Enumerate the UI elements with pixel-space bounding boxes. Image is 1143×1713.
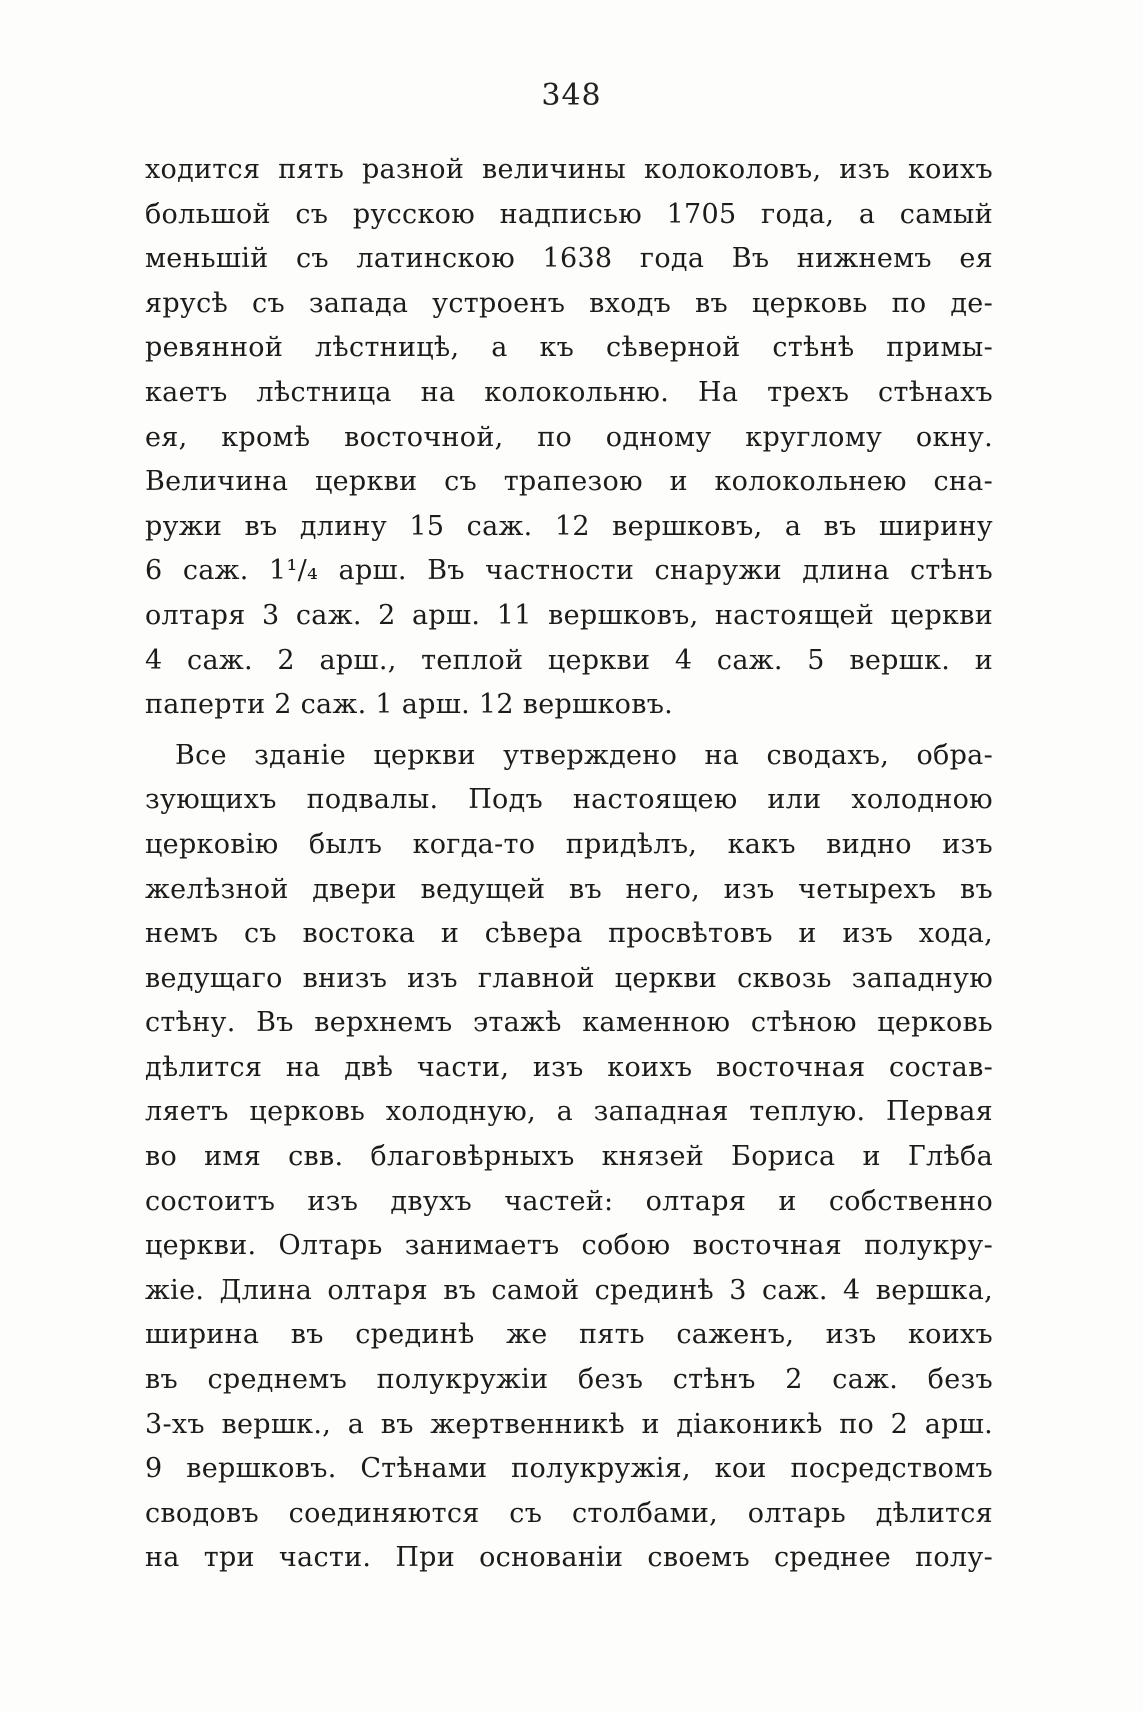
text-line: ходится пять разной величины колоколовъ, изъ коихъ xyxy=(145,154,993,185)
text-line: во имя свв. благовѣрныхъ князей Бориса и Глѣба xyxy=(145,1141,993,1173)
text-line: каетъ лѣстница на колокольню. На трехъ стѣнахъ xyxy=(145,376,993,408)
text-line: паперти 2 саж. 1 арш. 12 вершковъ. xyxy=(145,689,674,721)
text-line: сводовъ соединяются съ столбами, олтарь дѣлится xyxy=(145,1497,993,1529)
text-line: церковію былъ когда-то придѣлъ, какъ видно изъ xyxy=(145,828,993,860)
text-line: немъ съ востока и сѣвера просвѣтовъ и изъ хода, xyxy=(145,918,993,950)
text-line: состоитъ изъ двухъ частей: олтаря и собственно xyxy=(145,1185,993,1217)
body-text xyxy=(145,148,993,1581)
text-line: 4 саж. 2 арш., теплой церкви 4 саж. 5 вершк. и xyxy=(145,644,993,676)
text-line: большой съ русскою надписью 1705 года, а самый xyxy=(145,198,993,230)
text-line: ляетъ церковь холодную, а западная теплую. Первая xyxy=(145,1096,993,1128)
text-line: 6 саж. 1¹/₄ арш. Въ частности снаружи длина стѣнъ xyxy=(145,555,993,587)
text-line: дѣлится на двѣ части, изъ коихъ восточная состав- xyxy=(145,1051,993,1083)
text-line: 9 вершковъ. Стѣнами полукружія, кои посредствомъ xyxy=(145,1453,993,1485)
page-number: 348 xyxy=(541,78,602,113)
text-line: стѣну. Въ верхнемъ этажѣ каменною стѣною церковь xyxy=(145,1007,993,1039)
text-line: ружи въ длину 15 саж. 12 вершковъ, а въ ширину xyxy=(145,510,993,542)
text-line: олтаря 3 саж. 2 арш. 11 вершковъ, настоящей церкви xyxy=(145,599,993,631)
text-line: ярусѣ съ запада устроенъ входъ въ церковь по де- xyxy=(145,287,993,319)
text-line: на три части. При основаніи своемъ среднее полу- xyxy=(145,1542,993,1574)
text-line: меньшій съ латинскою 1638 года Въ нижнемъ ея xyxy=(145,243,993,275)
text-line: Все зданіе церкви утверждено на сводахъ, обра- xyxy=(175,739,993,771)
text-line: Величина церкви съ трапезою и колокольнею сна- xyxy=(145,466,993,498)
text-line: ея, кромѣ восточной, по одному круглому окну. xyxy=(145,421,993,453)
text-line: церкви. Олтарь занимаетъ собою восточная полукру- xyxy=(145,1230,993,1262)
text-line: ведущаго внизъ изъ главной церкви сквозь западную xyxy=(145,962,993,994)
text-line: жіе. Длина олтаря въ самой срединѣ 3 саж. 4 вершка, xyxy=(145,1274,993,1306)
text-line: въ среднемъ полукружіи безъ стѣнъ 2 саж. безъ xyxy=(145,1364,993,1396)
text-line: желѣзной двери ведущей въ него, изъ четырехъ въ xyxy=(145,873,993,905)
text-line: 3-хъ вершк., а въ жертвенникѣ и діаконикѣ по 2 арш. xyxy=(145,1408,993,1440)
text-line: ревянной лѣстницѣ, а къ сѣверной стѣнѣ примы- xyxy=(145,332,993,364)
text-line: ширина въ срединѣ же пять саженъ, изъ коихъ xyxy=(145,1319,993,1351)
text-line: зующихъ подвалы. Подъ настоящею или холодною xyxy=(145,784,993,816)
